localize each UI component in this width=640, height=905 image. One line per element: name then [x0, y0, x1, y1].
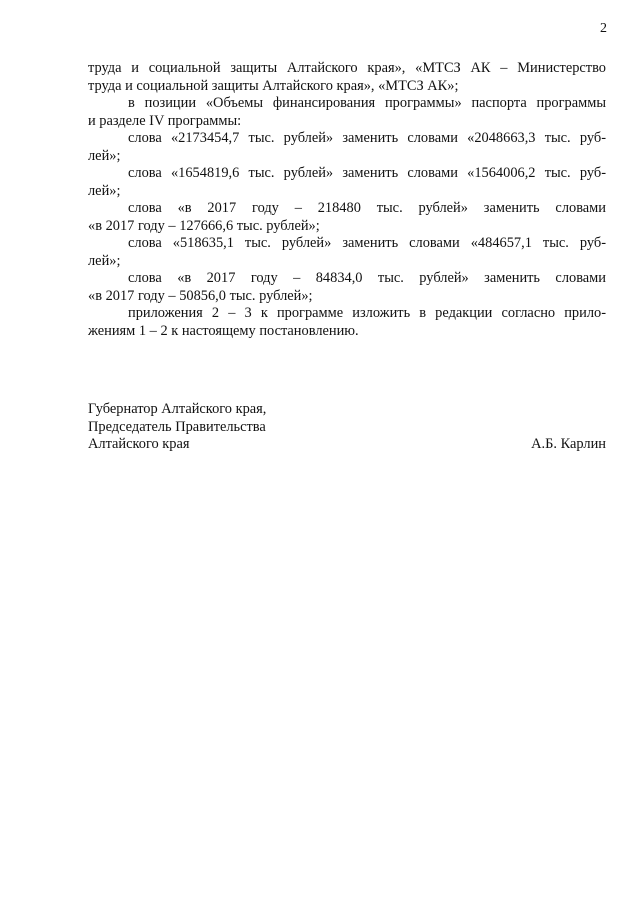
paragraph-8 — [88, 305, 606, 340]
signatory-title-line: Губернатор Алтайского края, — [88, 401, 267, 417]
text-line: слова «2173454,7 тыс. рублей» заменить словами «2048663,3 тыс. руб- — [128, 130, 606, 146]
paragraph-3 — [88, 130, 606, 165]
signatory-title-line: Алтайского края — [88, 436, 190, 452]
text-line: лей»; — [88, 147, 121, 164]
paragraph-4 — [88, 165, 606, 200]
document-body — [88, 60, 606, 340]
paragraph-1 — [88, 60, 606, 95]
signatory-title — [88, 401, 606, 454]
text-line: и разделе IV программы: — [88, 112, 242, 129]
text-line: «в 2017 году – 50856,0 тыс. рублей»; — [88, 287, 313, 304]
text-line: слова «в 2017 году – 218480 тыс. рублей» заменить словами — [128, 200, 606, 216]
page-number: 2 — [600, 21, 607, 36]
text-line: слова «1654819,6 тыс. рублей» заменить словами «1564006,2 тыс. руб- — [128, 165, 606, 181]
text-line: труда и социальной защиты Алтайского края», «МТСЗ АК – Министерство — [88, 60, 606, 76]
text-line: приложения 2 – 3 к программе изложить в редакции согласно прило- — [128, 305, 606, 321]
signature-block — [88, 401, 606, 454]
paragraph-5 — [88, 200, 606, 235]
paragraph-2 — [88, 95, 606, 130]
text-line: слова «в 2017 году – 84834,0 тыс. рублей» заменить словами — [128, 270, 606, 286]
text-line: «в 2017 году – 127666,6 тыс. рублей»; — [88, 217, 320, 234]
text-line: слова «518635,1 тыс. рублей» заменить словами «484657,1 тыс. руб- — [128, 235, 606, 251]
paragraph-6 — [88, 235, 606, 270]
signatory-title-line: Председатель Правительства — [88, 418, 266, 435]
text-line: лей»; — [88, 252, 121, 269]
text-line: лей»; — [88, 182, 121, 199]
paragraph-7 — [88, 270, 606, 305]
text-line: труда и социальной защиты Алтайского края», «МТСЗ АК»; — [88, 77, 459, 94]
text-line: жениям 1 – 2 к настоящему постановлению. — [88, 322, 359, 339]
signatory-name: А.Б. Карлин — [531, 436, 606, 452]
text-line: в позиции «Объемы финансирования программы» паспорта программы — [128, 95, 606, 111]
